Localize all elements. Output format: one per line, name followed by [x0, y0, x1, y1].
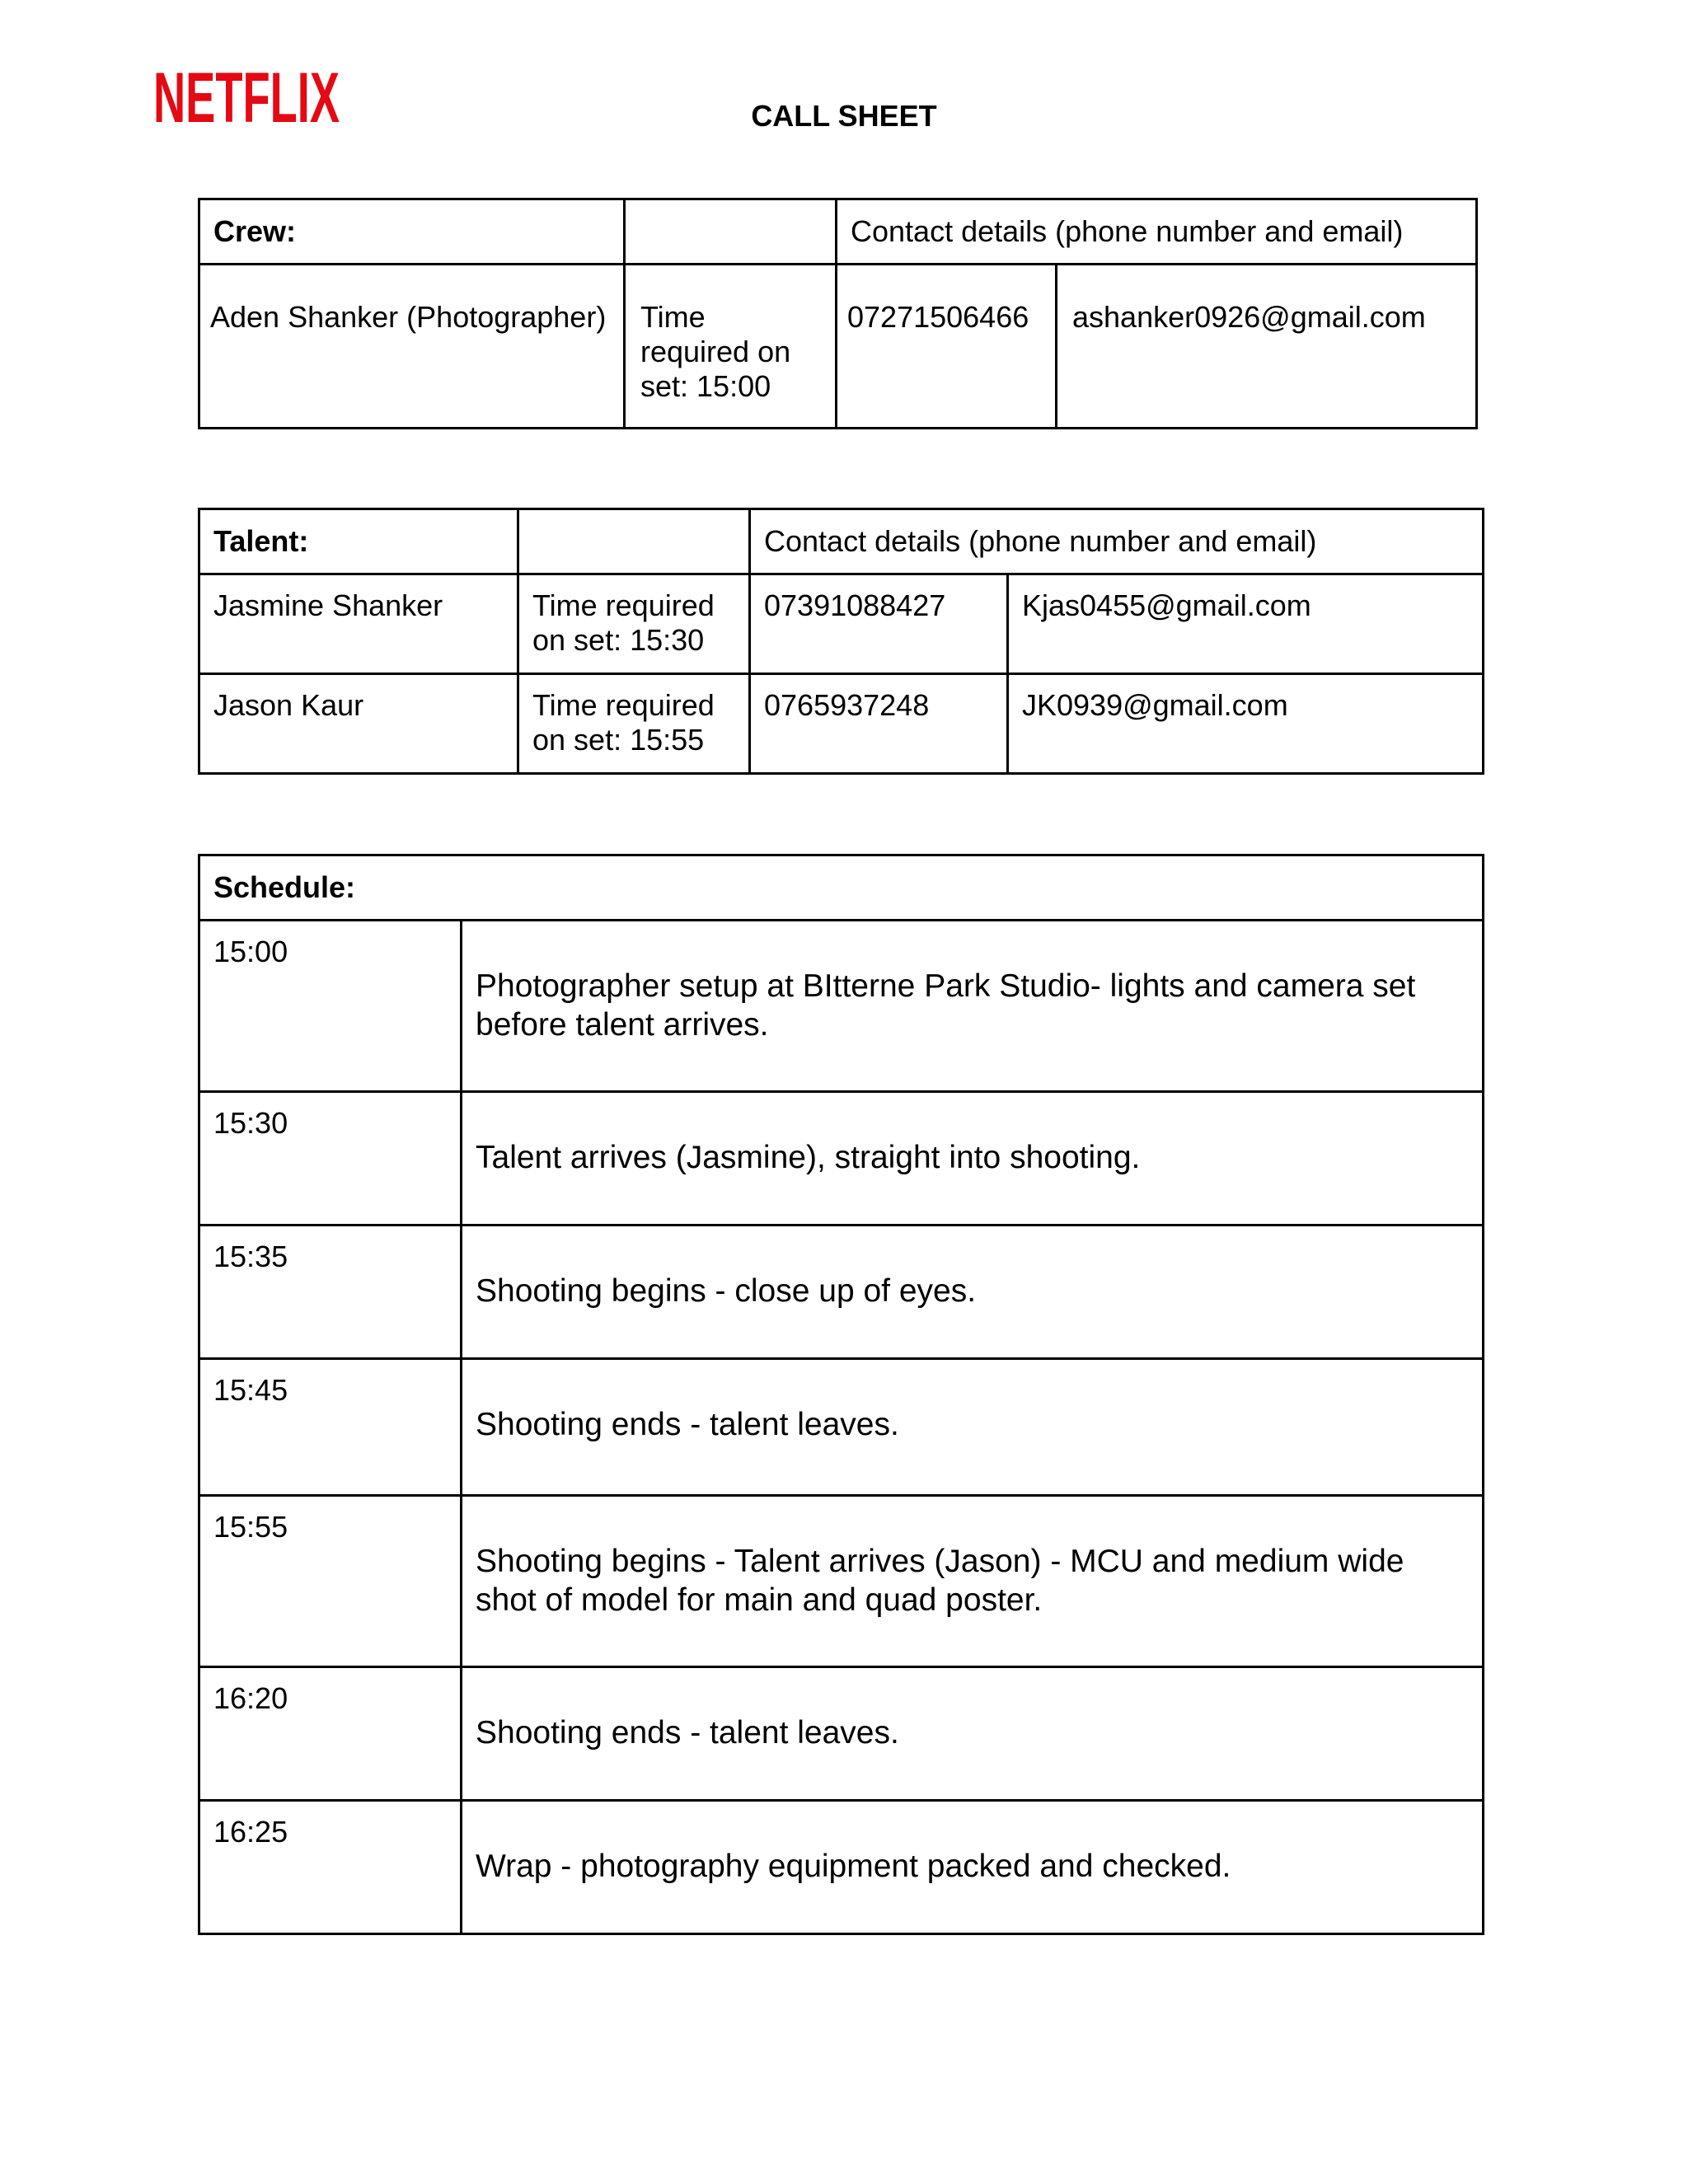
crew-header: Crew: — [213, 213, 297, 248]
schedule-time: 16:20 — [213, 1681, 288, 1715]
schedule-description: Photographer setup at BItterne Park Studio- lights and camera set before talent arrives. — [476, 968, 1416, 1043]
schedule-time: 15:45 — [213, 1373, 288, 1407]
schedule-description: Shooting ends - talent leaves. — [476, 1715, 899, 1750]
crew-contact-header-cell — [837, 199, 1477, 265]
schedule-row — [199, 1496, 1484, 1667]
talent-name: Jason Kaur — [213, 688, 364, 722]
schedule-time: 15:55 — [213, 1510, 288, 1544]
talent-header-cell — [199, 509, 518, 574]
schedule-row — [199, 1801, 1484, 1934]
schedule-row — [199, 921, 1484, 1092]
crew-contact-header: Contact details (phone number and email) — [851, 213, 1404, 248]
talent-contact-header: Contact details (phone number and email) — [764, 523, 1317, 558]
talent-header: Talent: — [213, 523, 309, 558]
crew-header-blank-cell — [625, 199, 837, 265]
schedule-header: Schedule: — [213, 869, 356, 904]
schedule-description: Shooting begins - close up of eyes. — [476, 1273, 977, 1309]
talent-time: Time required on set: 15:30 — [532, 588, 715, 658]
schedule-time: 15:00 — [213, 935, 288, 968]
crew-header-cell — [199, 199, 625, 265]
talent-contact-header-cell — [750, 509, 1484, 574]
crew-time: Time required on set: 15:00 — [640, 300, 791, 404]
schedule-time: 15:30 — [213, 1106, 288, 1140]
schedule-description: Wrap - photography equipment packed and checked. — [476, 1849, 1231, 1884]
crew-phone: 07271506466 — [847, 300, 1029, 334]
schedule-row — [199, 1667, 1484, 1801]
talent-header-row — [199, 509, 1484, 574]
talent-email: JK0939@gmail.com — [1022, 688, 1288, 722]
schedule-row — [199, 1092, 1484, 1226]
schedule-row — [199, 1359, 1484, 1496]
talent-row — [199, 574, 1484, 674]
schedule-header-cell — [199, 855, 1484, 921]
talent-phone: 07391088427 — [764, 588, 946, 622]
talent-table — [198, 508, 1484, 775]
crew-name: Aden Shanker (Photographer) — [210, 300, 607, 334]
crew-row — [199, 265, 1477, 429]
schedule-header-row — [199, 855, 1484, 921]
schedule-row — [199, 1226, 1484, 1359]
talent-email: Kjas0455@gmail.com — [1022, 588, 1311, 622]
schedule-time: 16:25 — [213, 1815, 288, 1849]
schedule-table — [198, 854, 1484, 1935]
talent-name: Jasmine Shanker — [213, 588, 443, 622]
schedule-description: Shooting begins - Talent arrives (Jason) - MCU and medium wide shot of model for main and quad poster. — [476, 1544, 1404, 1618]
crew-email: ashanker0926@gmail.com — [1072, 300, 1426, 334]
crew-table — [198, 198, 1478, 429]
schedule-description: Shooting ends - talent leaves. — [476, 1407, 899, 1442]
schedule-time: 15:35 — [213, 1240, 288, 1273]
netflix-logo-text: NETFLIX — [153, 59, 340, 138]
schedule-description: Talent arrives (Jasmine), straight into shooting. — [476, 1140, 1141, 1175]
talent-row — [199, 674, 1484, 774]
talent-header-blank-cell — [518, 509, 750, 574]
talent-phone: 0765937248 — [764, 688, 930, 722]
page-title: CALL SHEET — [751, 99, 937, 133]
talent-time: Time required on set: 15:55 — [532, 688, 715, 757]
crew-header-row — [199, 199, 1477, 265]
